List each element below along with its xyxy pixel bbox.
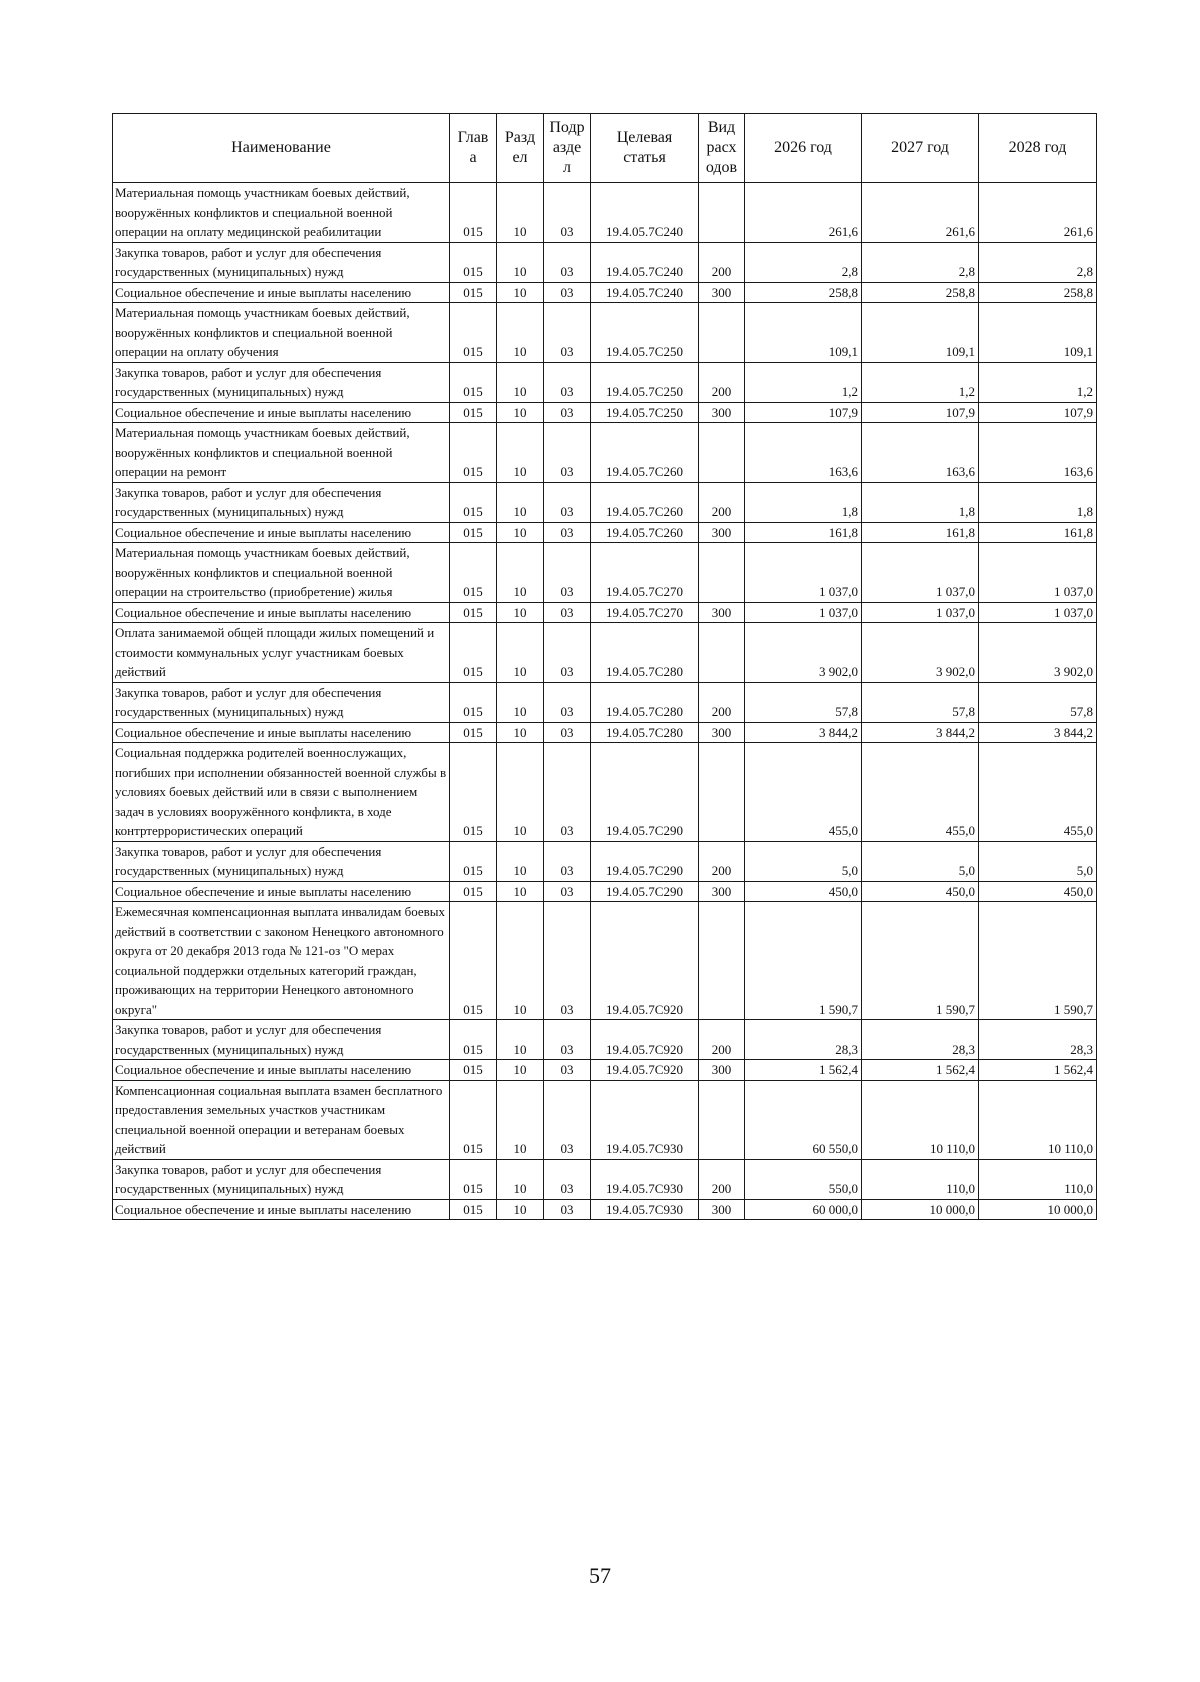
cell-expense-type: 300: [699, 1060, 745, 1081]
cell-year-2028: 261,6: [979, 183, 1097, 243]
cell-name: Социальное обеспечение и иные выплаты населению: [113, 1060, 450, 1081]
table-row: [113, 1159, 1097, 1199]
cell-target-article: 19.4.05.7С930: [591, 1199, 699, 1220]
cell-year-2027: 1 037,0: [862, 602, 979, 623]
cell-year-2026: 550,0: [745, 1159, 862, 1199]
cell-target-article: 19.4.05.7С280: [591, 682, 699, 722]
cell-glava: 015: [450, 1060, 497, 1081]
cell-year-2026: 109,1: [745, 303, 862, 363]
cell-year-2026: 1 562,4: [745, 1060, 862, 1081]
header-year-2026: 2026 год: [745, 114, 862, 183]
cell-year-2028: 163,6: [979, 423, 1097, 483]
cell-glava: 015: [450, 423, 497, 483]
cell-year-2027: 455,0: [862, 743, 979, 842]
cell-expense-type: 200: [699, 1159, 745, 1199]
cell-target-article: 19.4.05.7С260: [591, 522, 699, 543]
cell-year-2028: 450,0: [979, 881, 1097, 902]
cell-target-article: 19.4.05.7С250: [591, 402, 699, 423]
budget-table: [112, 113, 1097, 1220]
cell-razdel: 10: [497, 303, 544, 363]
cell-expense-type: 300: [699, 522, 745, 543]
cell-razdel: 10: [497, 623, 544, 683]
cell-year-2027: 261,6: [862, 183, 979, 243]
cell-expense-type: 300: [699, 881, 745, 902]
cell-razdel: 10: [497, 902, 544, 1020]
table-row: [113, 362, 1097, 402]
cell-podrazdel: 03: [544, 303, 591, 363]
cell-target-article: 19.4.05.7С250: [591, 362, 699, 402]
cell-year-2027: 1 037,0: [862, 543, 979, 603]
cell-year-2026: 1 037,0: [745, 602, 862, 623]
cell-razdel: 10: [497, 1159, 544, 1199]
cell-glava: 015: [450, 1199, 497, 1220]
cell-name: Социальное обеспечение и иные выплаты населению: [113, 282, 450, 303]
table-row: [113, 183, 1097, 243]
cell-year-2028: 258,8: [979, 282, 1097, 303]
header-razdel: Разд ел: [497, 114, 544, 183]
cell-razdel: 10: [497, 602, 544, 623]
cell-expense-type: 200: [699, 362, 745, 402]
cell-podrazdel: 03: [544, 623, 591, 683]
header-year-2028: 2028 год: [979, 114, 1097, 183]
cell-name: Материальная помощь участникам боевых действий, вооружённых конфликтов и специальной военной операции на строительство (приобретение) жилья: [113, 543, 450, 603]
cell-year-2028: 1,2: [979, 362, 1097, 402]
cell-year-2028: 109,1: [979, 303, 1097, 363]
table-row: [113, 1020, 1097, 1060]
cell-year-2026: 450,0: [745, 881, 862, 902]
cell-razdel: 10: [497, 1199, 544, 1220]
cell-year-2026: 60 000,0: [745, 1199, 862, 1220]
cell-year-2028: 5,0: [979, 841, 1097, 881]
cell-target-article: 19.4.05.7С240: [591, 242, 699, 282]
cell-expense-type: 300: [699, 282, 745, 303]
cell-year-2026: 3 844,2: [745, 722, 862, 743]
cell-target-article: 19.4.05.7С290: [591, 841, 699, 881]
cell-glava: 015: [450, 743, 497, 842]
cell-podrazdel: 03: [544, 242, 591, 282]
cell-target-article: 19.4.05.7С240: [591, 282, 699, 303]
cell-year-2028: 2,8: [979, 242, 1097, 282]
cell-expense-type: [699, 543, 745, 603]
cell-razdel: 10: [497, 543, 544, 603]
cell-podrazdel: 03: [544, 402, 591, 423]
cell-target-article: 19.4.05.7С260: [591, 482, 699, 522]
cell-glava: 015: [450, 623, 497, 683]
header-name: Наименование: [113, 114, 450, 183]
table-row: [113, 402, 1097, 423]
cell-podrazdel: 03: [544, 1199, 591, 1220]
cell-name: Ежемесячная компенсационная выплата инвалидам боевых действий в соответствии с законом Ненецкого автономного округа от 20 декабря 2013 года № 121-оз "О мерах социальной поддержки отдельных категорий граждан, проживающих на территории Ненецкого автономного округа": [113, 902, 450, 1020]
cell-year-2028: 10 110,0: [979, 1080, 1097, 1159]
cell-year-2027: 5,0: [862, 841, 979, 881]
cell-expense-type: [699, 183, 745, 243]
cell-podrazdel: 03: [544, 722, 591, 743]
cell-name: Закупка товаров, работ и услуг для обеспечения государственных (муниципальных) нужд: [113, 362, 450, 402]
cell-year-2028: 161,8: [979, 522, 1097, 543]
cell-podrazdel: 03: [544, 881, 591, 902]
cell-year-2028: 455,0: [979, 743, 1097, 842]
cell-razdel: 10: [497, 881, 544, 902]
cell-podrazdel: 03: [544, 1159, 591, 1199]
page-number: 57: [589, 1563, 611, 1588]
cell-name: Закупка товаров, работ и услуг для обеспечения государственных (муниципальных) нужд: [113, 682, 450, 722]
cell-name: Социальное обеспечение и иные выплаты населению: [113, 602, 450, 623]
cell-year-2026: 3 902,0: [745, 623, 862, 683]
cell-name: Материальная помощь участникам боевых действий, вооружённых конфликтов и специальной военной операции на оплату обучения: [113, 303, 450, 363]
cell-razdel: 10: [497, 183, 544, 243]
cell-name: Социальное обеспечение и иные выплаты населению: [113, 402, 450, 423]
cell-year-2028: 3 844,2: [979, 722, 1097, 743]
cell-glava: 015: [450, 282, 497, 303]
cell-year-2027: 28,3: [862, 1020, 979, 1060]
cell-name: Компенсационная социальная выплата взамен бесплатного предоставления земельных участков участникам специальной военной операции и ветеранам боевых действий: [113, 1080, 450, 1159]
cell-year-2028: 1 562,4: [979, 1060, 1097, 1081]
table-row: [113, 902, 1097, 1020]
table-row: [113, 543, 1097, 603]
cell-podrazdel: 03: [544, 482, 591, 522]
table-header-row: [113, 114, 1097, 183]
cell-razdel: 10: [497, 1080, 544, 1159]
header-expense-type: Вид расх одов: [699, 114, 745, 183]
cell-razdel: 10: [497, 722, 544, 743]
table-row: [113, 1080, 1097, 1159]
cell-year-2026: 1,2: [745, 362, 862, 402]
cell-glava: 015: [450, 183, 497, 243]
cell-name: Закупка товаров, работ и услуг для обеспечения государственных (муниципальных) нужд: [113, 242, 450, 282]
cell-year-2026: 2,8: [745, 242, 862, 282]
cell-razdel: 10: [497, 402, 544, 423]
cell-glava: 015: [450, 482, 497, 522]
cell-target-article: 19.4.05.7С240: [591, 183, 699, 243]
cell-year-2027: 1 590,7: [862, 902, 979, 1020]
cell-name: Оплата занимаемой общей площади жилых помещений и стоимости коммунальных услуг участникам боевых действий: [113, 623, 450, 683]
cell-year-2027: 1 562,4: [862, 1060, 979, 1081]
cell-name: Социальное обеспечение и иные выплаты населению: [113, 1199, 450, 1220]
cell-target-article: 19.4.05.7С280: [591, 623, 699, 683]
cell-expense-type: 300: [699, 602, 745, 623]
cell-expense-type: 200: [699, 482, 745, 522]
cell-year-2028: 1 590,7: [979, 902, 1097, 1020]
cell-razdel: 10: [497, 682, 544, 722]
cell-year-2028: 3 902,0: [979, 623, 1097, 683]
cell-razdel: 10: [497, 1020, 544, 1060]
table-row: [113, 743, 1097, 842]
cell-razdel: 10: [497, 841, 544, 881]
cell-podrazdel: 03: [544, 282, 591, 303]
cell-expense-type: 300: [699, 402, 745, 423]
cell-razdel: 10: [497, 1060, 544, 1081]
cell-name: Социальное обеспечение и иные выплаты населению: [113, 722, 450, 743]
cell-glava: 015: [450, 402, 497, 423]
cell-name: Материальная помощь участникам боевых действий, вооружённых конфликтов и специальной военной операции на ремонт: [113, 423, 450, 483]
cell-year-2027: 57,8: [862, 682, 979, 722]
header-year-2027: 2027 год: [862, 114, 979, 183]
cell-year-2028: 1 037,0: [979, 543, 1097, 603]
cell-expense-type: [699, 423, 745, 483]
cell-name: Социальное обеспечение и иные выплаты населению: [113, 881, 450, 902]
cell-podrazdel: 03: [544, 902, 591, 1020]
cell-glava: 015: [450, 303, 497, 363]
cell-podrazdel: 03: [544, 682, 591, 722]
table-row: [113, 482, 1097, 522]
cell-target-article: 19.4.05.7С920: [591, 1060, 699, 1081]
table-row: [113, 682, 1097, 722]
cell-year-2028: 57,8: [979, 682, 1097, 722]
cell-name: Социальное обеспечение и иные выплаты населению: [113, 522, 450, 543]
cell-year-2027: 3 844,2: [862, 722, 979, 743]
cell-podrazdel: 03: [544, 1060, 591, 1081]
cell-year-2026: 455,0: [745, 743, 862, 842]
header-target-article: Целевая статья: [591, 114, 699, 183]
cell-podrazdel: 03: [544, 543, 591, 603]
cell-year-2028: 107,9: [979, 402, 1097, 423]
cell-target-article: 19.4.05.7С290: [591, 743, 699, 842]
cell-podrazdel: 03: [544, 1020, 591, 1060]
cell-year-2027: 258,8: [862, 282, 979, 303]
cell-name: Закупка товаров, работ и услуг для обеспечения государственных (муниципальных) нужд: [113, 1020, 450, 1060]
cell-razdel: 10: [497, 743, 544, 842]
cell-podrazdel: 03: [544, 1080, 591, 1159]
cell-target-article: 19.4.05.7С260: [591, 423, 699, 483]
cell-target-article: 19.4.05.7С270: [591, 543, 699, 603]
table-row: [113, 1199, 1097, 1220]
cell-year-2027: 107,9: [862, 402, 979, 423]
cell-expense-type: 300: [699, 722, 745, 743]
cell-year-2026: 261,6: [745, 183, 862, 243]
cell-target-article: 19.4.05.7С270: [591, 602, 699, 623]
cell-year-2027: 161,8: [862, 522, 979, 543]
cell-expense-type: 200: [699, 841, 745, 881]
cell-razdel: 10: [497, 242, 544, 282]
cell-target-article: 19.4.05.7С290: [591, 881, 699, 902]
cell-year-2028: 110,0: [979, 1159, 1097, 1199]
cell-glava: 015: [450, 841, 497, 881]
cell-glava: 015: [450, 682, 497, 722]
cell-year-2027: 110,0: [862, 1159, 979, 1199]
cell-glava: 015: [450, 242, 497, 282]
cell-year-2027: 10 000,0: [862, 1199, 979, 1220]
cell-year-2027: 450,0: [862, 881, 979, 902]
cell-name: Материальная помощь участникам боевых действий, вооружённых конфликтов и специальной военной операции на оплату медицинской реабилитации: [113, 183, 450, 243]
cell-podrazdel: 03: [544, 602, 591, 623]
cell-glava: 015: [450, 722, 497, 743]
cell-podrazdel: 03: [544, 423, 591, 483]
cell-expense-type: [699, 902, 745, 1020]
cell-razdel: 10: [497, 482, 544, 522]
cell-expense-type: 200: [699, 682, 745, 722]
cell-year-2027: 109,1: [862, 303, 979, 363]
cell-glava: 015: [450, 1159, 497, 1199]
cell-expense-type: [699, 303, 745, 363]
cell-razdel: 10: [497, 522, 544, 543]
cell-podrazdel: 03: [544, 362, 591, 402]
cell-expense-type: 300: [699, 1199, 745, 1220]
table-row: [113, 623, 1097, 683]
cell-name: Закупка товаров, работ и услуг для обеспечения государственных (муниципальных) нужд: [113, 841, 450, 881]
cell-year-2028: 10 000,0: [979, 1199, 1097, 1220]
cell-year-2027: 163,6: [862, 423, 979, 483]
cell-podrazdel: 03: [544, 183, 591, 243]
cell-glava: 015: [450, 1020, 497, 1060]
table-row: [113, 881, 1097, 902]
cell-year-2028: 28,3: [979, 1020, 1097, 1060]
table-row: [113, 602, 1097, 623]
cell-year-2026: 5,0: [745, 841, 862, 881]
cell-expense-type: [699, 743, 745, 842]
cell-razdel: 10: [497, 362, 544, 402]
cell-year-2026: 1,8: [745, 482, 862, 522]
cell-year-2026: 258,8: [745, 282, 862, 303]
cell-year-2026: 163,6: [745, 423, 862, 483]
cell-year-2026: 107,9: [745, 402, 862, 423]
cell-name: Закупка товаров, работ и услуг для обеспечения государственных (муниципальных) нужд: [113, 482, 450, 522]
cell-target-article: 19.4.05.7С920: [591, 902, 699, 1020]
cell-razdel: 10: [497, 423, 544, 483]
cell-name: Социальная поддержка родителей военнослужащих, погибших при исполнении обязанностей военной службы в условиях боевых действий или в связи с выполнением задач в условиях вооружённого конфликта, в ходе контртеррористических операций: [113, 743, 450, 842]
cell-year-2027: 1,2: [862, 362, 979, 402]
header-podrazdel: Подр азде л: [544, 114, 591, 183]
cell-expense-type: 200: [699, 242, 745, 282]
cell-glava: 015: [450, 543, 497, 603]
table-row: [113, 303, 1097, 363]
table-row: [113, 242, 1097, 282]
cell-year-2027: 3 902,0: [862, 623, 979, 683]
cell-glava: 015: [450, 602, 497, 623]
cell-target-article: 19.4.05.7С280: [591, 722, 699, 743]
cell-name: Закупка товаров, работ и услуг для обеспечения государственных (муниципальных) нужд: [113, 1159, 450, 1199]
cell-target-article: 19.4.05.7С930: [591, 1080, 699, 1159]
cell-glava: 015: [450, 902, 497, 1020]
cell-year-2026: 1 037,0: [745, 543, 862, 603]
cell-year-2026: 1 590,7: [745, 902, 862, 1020]
table-row: [113, 423, 1097, 483]
cell-glava: 015: [450, 522, 497, 543]
header-glava: Глав а: [450, 114, 497, 183]
cell-target-article: 19.4.05.7С250: [591, 303, 699, 363]
cell-glava: 015: [450, 881, 497, 902]
cell-year-2026: 57,8: [745, 682, 862, 722]
cell-year-2027: 10 110,0: [862, 1080, 979, 1159]
table-row: [113, 282, 1097, 303]
cell-year-2026: 60 550,0: [745, 1080, 862, 1159]
cell-year-2026: 161,8: [745, 522, 862, 543]
cell-expense-type: [699, 623, 745, 683]
cell-year-2027: 1,8: [862, 482, 979, 522]
cell-year-2026: 28,3: [745, 1020, 862, 1060]
table-body: [113, 183, 1097, 1220]
cell-expense-type: [699, 1080, 745, 1159]
table-row: [113, 841, 1097, 881]
table-row: [113, 1060, 1097, 1081]
cell-glava: 015: [450, 362, 497, 402]
cell-target-article: 19.4.05.7С930: [591, 1159, 699, 1199]
cell-podrazdel: 03: [544, 522, 591, 543]
cell-target-article: 19.4.05.7С920: [591, 1020, 699, 1060]
cell-razdel: 10: [497, 282, 544, 303]
cell-podrazdel: 03: [544, 841, 591, 881]
cell-glava: 015: [450, 1080, 497, 1159]
table-row: [113, 522, 1097, 543]
table-row: [113, 722, 1097, 743]
cell-year-2028: 1,8: [979, 482, 1097, 522]
cell-year-2027: 2,8: [862, 242, 979, 282]
cell-expense-type: 200: [699, 1020, 745, 1060]
cell-podrazdel: 03: [544, 743, 591, 842]
cell-year-2028: 1 037,0: [979, 602, 1097, 623]
